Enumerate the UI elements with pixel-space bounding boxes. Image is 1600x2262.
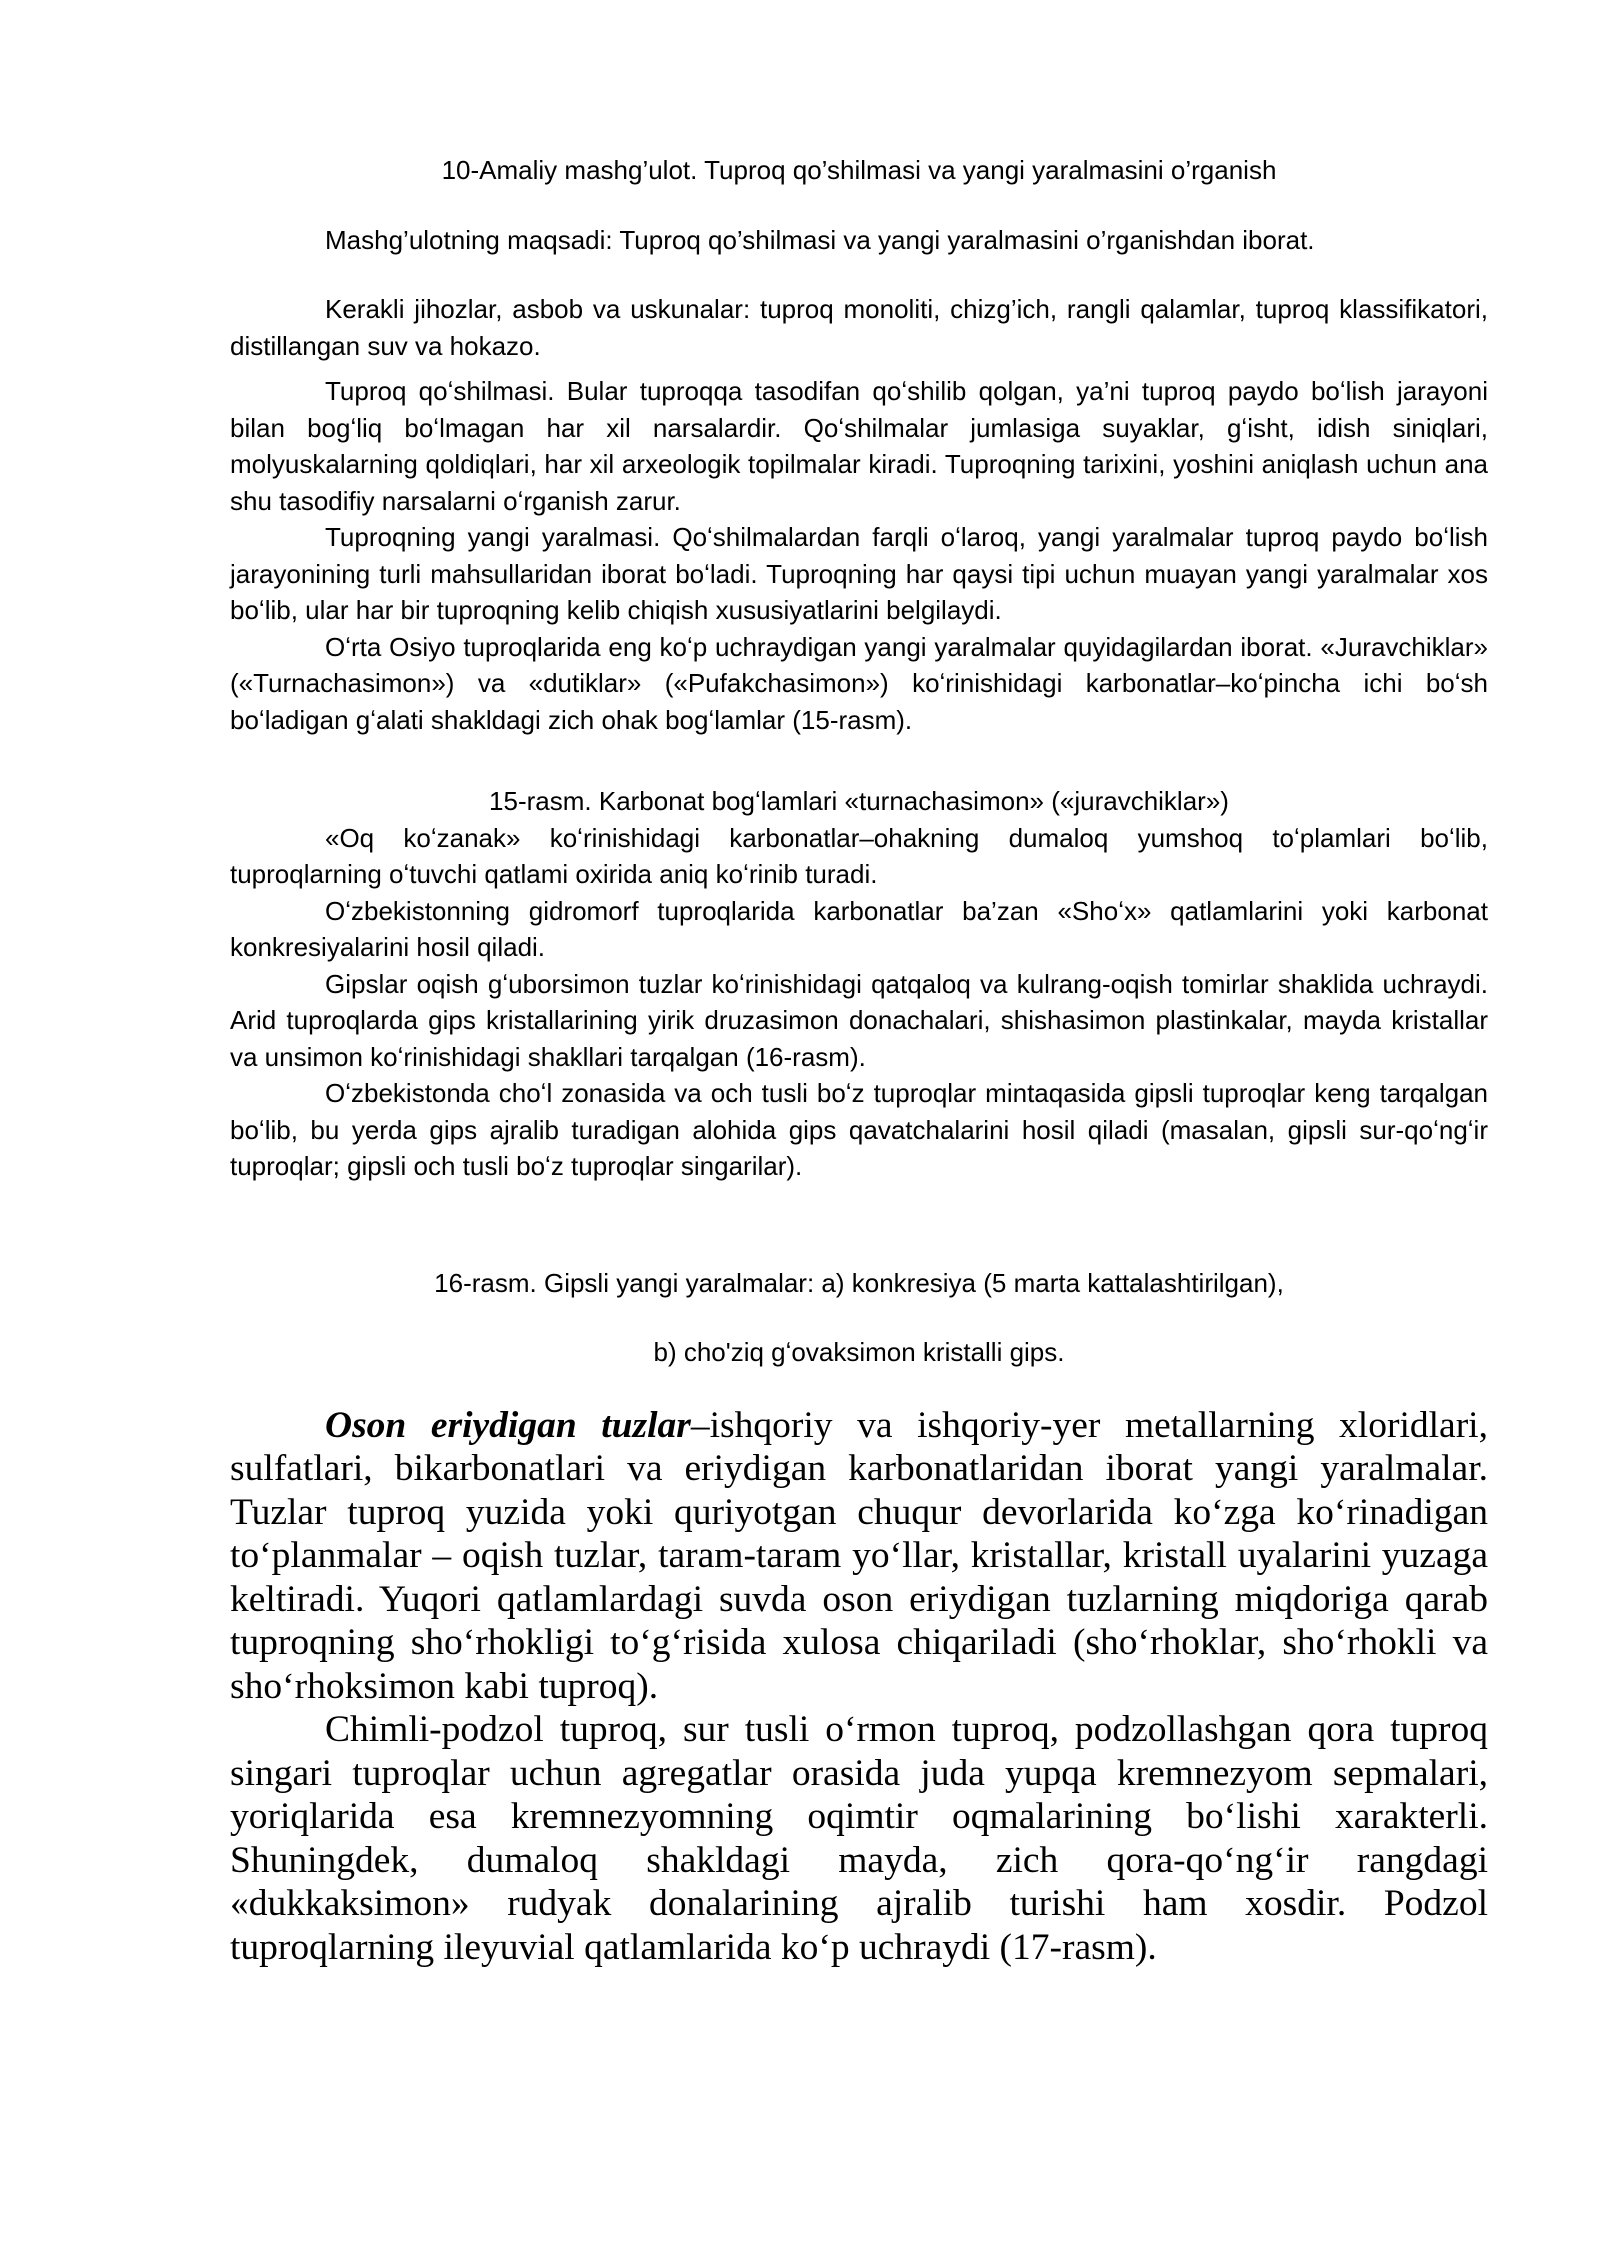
soluble-salts-paragraph (230, 1404, 1488, 1709)
objective-paragraph: Mashg’ulotning maqsadi: Tuproq qo’shilmasi va yangi yaralmasini o’rganishdan iborat. (325, 224, 1315, 255)
figure-16-caption-b: b) cho'ziq gʻovaksimon kristalli gips. (653, 1337, 1065, 1367)
document-body (230, 0, 1488, 1969)
hydromorphic-paragraph: Oʻzbekistonning gidromorf tuproqlarida karbonatlar ba’zan «Shoʻx» qatlamlarini yoki karbonat konkresiyalarini hosil qiladi. (230, 895, 1488, 962)
central-asia-paragraph: Oʻrta Osiyo tuproqlarida eng koʻp uchraydigan yangi yaralmalar quyidagilardan iborat. «Juravchiklar» («Turnachasimon») va «dutiklar» («Pufakchasimon») koʻrinishidagi karbonatlar–koʻpincha ichi boʻsh boʻladigan gʻalati shakldagi zich ohak bogʻlamlar (15-rasm). (230, 631, 1488, 735)
figure-15-caption: 15-rasm. Karbonat bogʻlamlari «turnachasimon» («juravchiklar») (489, 786, 1229, 816)
silica-paragraph: Chimli-podzol tuproq, sur tusli oʻrmon tuproq, podzollashgan qora tuproq singari tuproqlar uchun agregatlar orasida juda yupqa kremnezyom sepmalari, yoriqlarida esa kremnezyomning oqimtir oqmalarining boʻlishi xarakterli. Shuningdek, dumaloq shakldagi mayda, zich qora-qoʻngʻir rangdagi «dukkaksimon» rudyak donalarining ajralib turishi ham xosdir. Podzol tuproqlarning ileyuvial qatlamlarida koʻp uchraydi (17-rasm). (230, 1709, 1488, 1968)
new-formations-paragraph: Tuproqning yangi yaralmasi. Qoʻshilmalardan farqli oʻlaroq, yangi yaralmalar tuproq paydo boʻlish jarayonining turli mahsullaridan iborat boʻladi. Tuproqning har qaysi tipi uchun muayan yangi yaralmalar xos boʻlib, ular har bir tuproqning kelib chiqish xususiyatlarini belgilaydi. (230, 522, 1488, 625)
inclusions-paragraph: Tuproq qoʻshilmasi. Bular tuproqqa tasodifan qoʻshilib qolgan, ya’ni tuproq paydo boʻlish jarayoni bilan bogʻliq boʻlmagan har xil narsalardir. Qoʻshilmalar jumlasiga suyaklar, gʻisht, idish siniqlari, molyuskalarning qoldiqlari, har xil arxeologik topilmalar kiradi. Tuproqning tarixini, yoshini aniqlash uchun ana shu tasodifiy narsalarni oʻrganish zarur. (230, 376, 1488, 516)
uzbekistan-gypsum-paragraph: Oʻzbekistonda choʻl zonasida va och tusli boʻz tuproqlar mintaqasida gipsli tuproqlar keng tarqalgan boʻlib, bu yerda gips ajralib turadigan alohida gips qavatchalarini hosil qiladi (masalan, gipsli sur-qoʻngʻir tuproqlar; gipsli och tusli boʻz tuproqlar singarilar). (230, 1078, 1488, 1181)
equipment-paragraph: Kerakli jihozlar, asbob va uskunalar: tuproq monoliti, chizg’ich, rangli qalamlar, tuproq klassifikatori, distillangan suv va hokazo. (230, 294, 1488, 361)
carbonate-paragraph: «Oq koʻzanak» koʻrinishidagi karbonatlar–ohakning dumaloq yumshoq toʻplamlari boʻlib, tuproqlarning oʻtuvchi qatlami oxirida aniq koʻrinib turadi. (230, 822, 1488, 889)
soluble-salts-term: Oson eriydigan tuzlar (325, 1404, 691, 1446)
soluble-salts-text: –ishqoriy va ishqoriy-yer metallarning xloridlari, sulfatlari, bikarbonatlari va eriydigan karbonatlaridan iborat yangi yaralmalar. Tuzlar tuproq yuzida yoki quriyotgan chuqur devorlarida koʻzga koʻrinadigan toʻplanmalar – oqish tuzlar, taram-taram yoʻllar, kristallar, kristall uyalarini yuzaga keltiradi. Yuqori qatlamlardagi suvda oson eriydigan tuzlarning miqdoriga qarab tuproqning shoʻrhokligi toʻgʻrisida xulosa chiqariladi (shoʻrhoklar, shoʻrhokli va shoʻrhoksimon kabi tuproq). (230, 1404, 1488, 1707)
figure-16-caption-a: 16-rasm. Gipsli yangi yaralmalar: a) konkresiya (5 marta kattalashtirilgan), (434, 1267, 1284, 1298)
page-title: 10-Amaliy mashg’ulot. Tuproq qo’shilmasi va yangi yaralmasini o’rganish (441, 155, 1277, 185)
gypsum-paragraph: Gipslar oqish gʻuborsimon tuzlar koʻrinishidagi qatqaloq va kulrang-oqish tomirlar shaklida uchraydi. Arid tuproqlarda gips kristallarining yirik druzasimon donachalari, shishasimon plastinkalar, mayda kristallar va unsimon koʻrinishidagi shakllari tarqalgan (16-rasm). (230, 968, 1488, 1072)
